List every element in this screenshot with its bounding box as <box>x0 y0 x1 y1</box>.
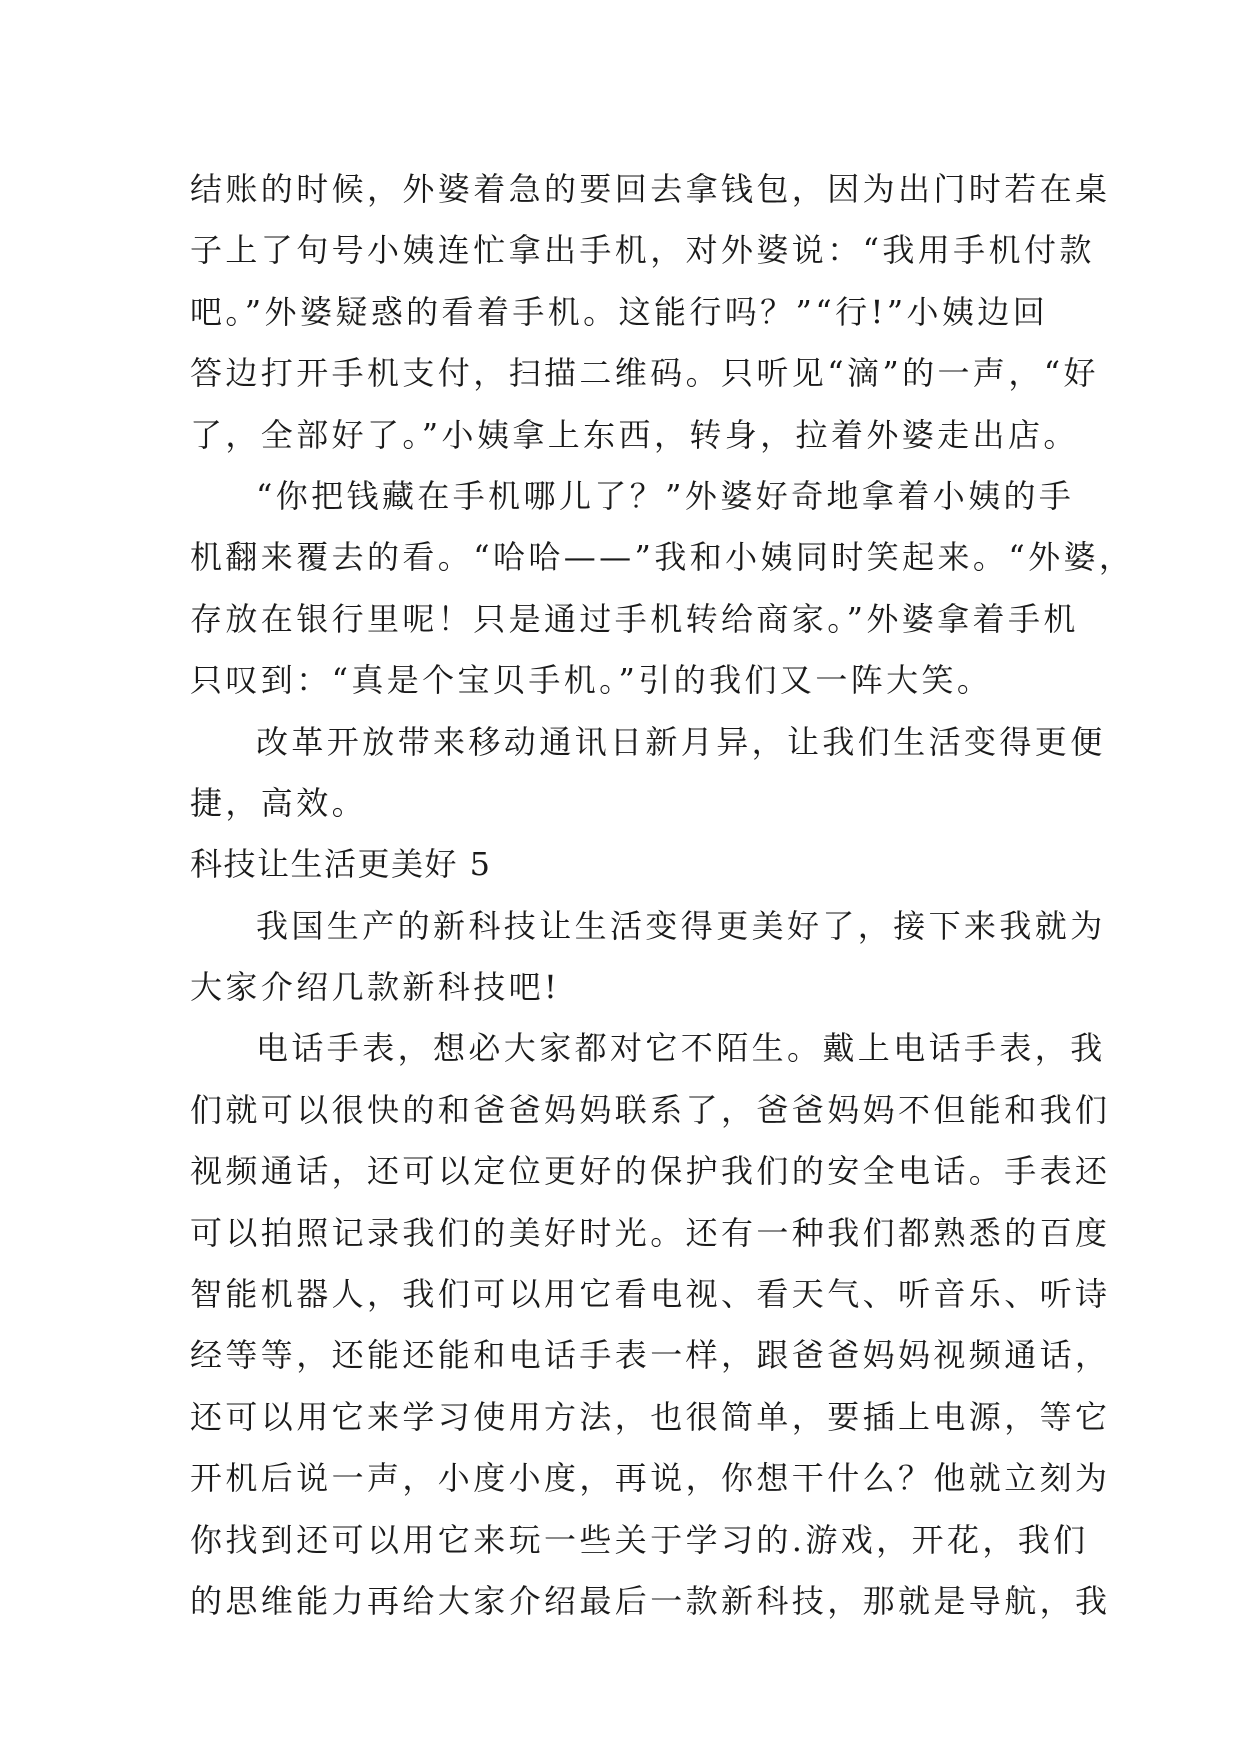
text-line: 子上了句号小姨连忙拿出手机，对外婆说：“我用手机付款 <box>190 231 1095 270</box>
text-line: 经等等，还能还能和电话手表一样，跟爸爸妈妈视频通话， <box>190 1336 1111 1375</box>
document-body <box>190 159 1135 1632</box>
text-line: 只叹到：“真是个宝贝手机。”引的我们又一阵大笑。 <box>190 661 993 700</box>
text-line: 存放在银行里呢！只是通过手机转给商家。”外婆拿着手机 <box>190 599 1079 638</box>
text-line: 吧。”外婆疑惑的看着手机。这能行吗？”“行!”小姨边回 <box>190 292 1049 331</box>
text-line: 们就可以很快的和爸爸妈妈联系了，爸爸妈妈不但能和我们 <box>190 1090 1111 1129</box>
section-title: 科技让生活更美好 5 <box>190 845 492 884</box>
paragraph-start-line: “你把钱藏在手机哪儿了？”外婆好奇地拿着小姨的手 <box>256 476 1075 515</box>
text-line: 答边打开手机支付，扫描二维码。只听见“滴”的一声，“好 <box>190 354 1099 393</box>
text-line: 可以拍照记录我们的美好时光。还有一种我们都熟悉的百度 <box>190 1213 1111 1252</box>
text-line: 还可以用它来学习使用方法，也很简单，要插上电源，等它 <box>190 1397 1111 1436</box>
paragraph-start-line: 我国生产的新科技让生活变得更美好了，接下来我就为 <box>256 906 1106 945</box>
text-line: 你找到还可以用它来玩一些关于学习的.游戏，开花，我们 <box>190 1520 1089 1559</box>
text-line: 的思维能力再给大家介绍最后一款新科技，那就是导航，我 <box>190 1581 1111 1620</box>
text-line: 视频通话，还可以定位更好的保护我们的安全电话。手表还 <box>190 1152 1111 1191</box>
text-line: 了，全部好了。”小姨拿上东西，转身，拉着外婆走出店。 <box>190 415 1079 454</box>
text-line: 机翻来覆去的看。“哈哈——”我和小姨同时笑起来。“外婆， <box>190 538 1135 577</box>
text-line: 大家介绍几款新科技吧! <box>190 968 561 1007</box>
text-line: 结账的时候，外婆着急的要回去拿钱包，因为出门时若在桌 <box>190 170 1111 208</box>
text-line: 智能机器人，我们可以用它看电视、看天气、听音乐、听诗 <box>190 1275 1111 1314</box>
text-line: 捷，高效。 <box>190 783 368 822</box>
paragraph-start-line: 改革开放带来移动通讯日新月异，让我们生活变得更便 <box>256 722 1106 761</box>
paragraph-start-line: 电话手表，想必大家都对它不陌生。戴上电话手表，我 <box>256 1029 1106 1068</box>
text-line: 开机后说一声，小度小度，再说，你想干什么？他就立刻为 <box>190 1459 1111 1498</box>
